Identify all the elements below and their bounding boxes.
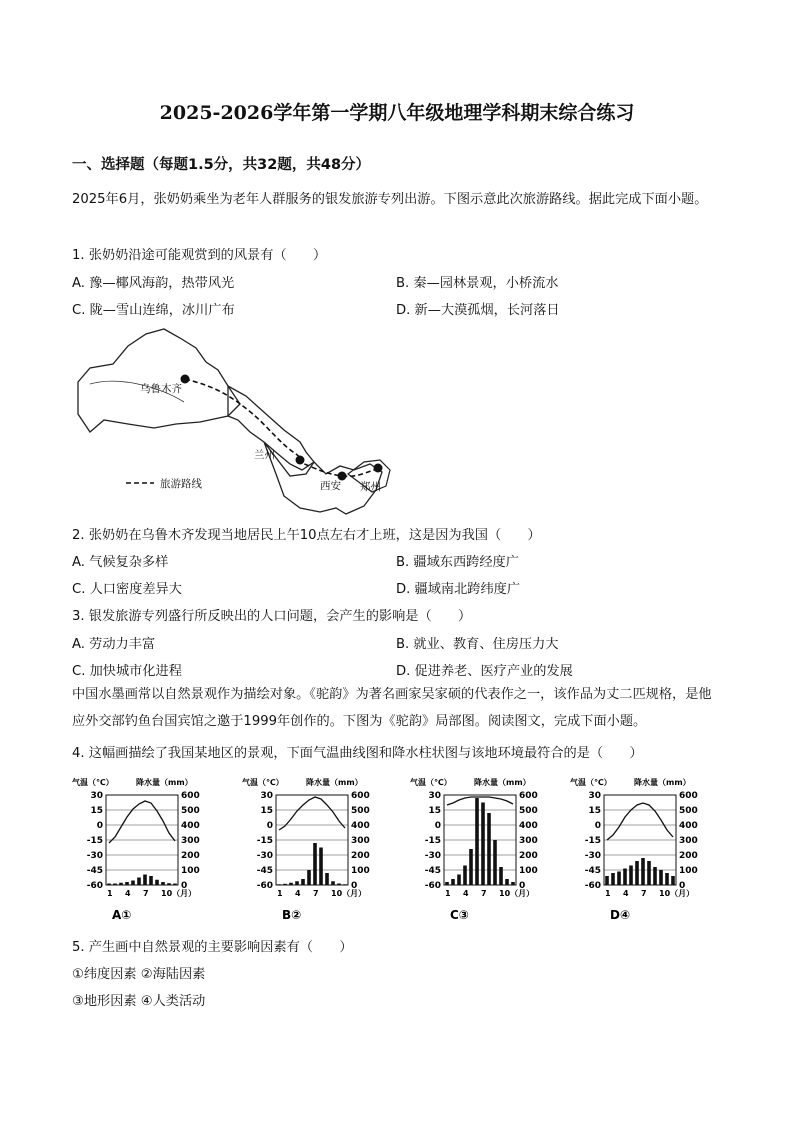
temp-tick-label: -30	[256, 851, 273, 861]
precip-tick-label: 600	[679, 791, 698, 801]
precip-tick-label: 300	[351, 836, 370, 846]
legend-label: 旅游路线	[160, 478, 202, 490]
q1-option-d[interactable]: D. 新—大漠孤烟，长河落日	[396, 303, 560, 318]
precip-bar	[137, 878, 141, 886]
temp-tick-label: -15	[584, 836, 601, 846]
temp-tick-label: 30	[260, 791, 273, 801]
temp-axis-label: 气温（℃）	[410, 778, 452, 787]
question-1-stem: 1. 张奶奶沿途可能观赏到的风景有（ ）	[72, 248, 327, 263]
temp-tick-label: 30	[428, 791, 441, 801]
precip-tick-label: 0	[181, 881, 188, 891]
q3-option-a[interactable]: A. 劳动力丰富	[72, 637, 156, 652]
precip-tick-label: 400	[519, 821, 538, 831]
precip-bar	[295, 881, 299, 885]
precip-tick-label: 400	[181, 821, 200, 831]
temp-tick-label: -45	[584, 866, 601, 876]
q2-option-c[interactable]: C. 人口密度差异大	[72, 582, 182, 597]
precip-bar	[143, 875, 147, 886]
precip-bar	[635, 861, 639, 885]
precip-bar	[343, 884, 347, 885]
temp-tick-label: -30	[86, 851, 103, 861]
precip-bar	[463, 866, 467, 886]
q5-statement-line-2: ③地形因素 ④人类活动	[72, 994, 206, 1009]
temp-tick-label: 30	[588, 791, 601, 801]
southwest-outline	[264, 442, 382, 514]
q3-option-c[interactable]: C. 加快城市化进程	[72, 664, 182, 679]
precip-bar	[445, 882, 449, 885]
question-3-stem: 3. 银发旅游专列盛行所反映出的人口问题，会产生的影响是（ ）	[72, 609, 472, 624]
precip-bar	[487, 813, 491, 885]
precip-tick-label: 100	[351, 866, 370, 876]
precip-bar	[277, 884, 281, 885]
intro-paragraph-2: 中国水墨画常以自然景观作为描绘对象。《驼韵》为著名画家吴家硕的代表作之一，该作品为丈二匹规格，是他应外交部钓鱼台国宾馆之邀于1999年创作的。下图为《驼韵》局部图。阅读图文，完成下面小题。	[72, 687, 712, 729]
q2-option-d[interactable]: D. 疆域南北跨纬度广	[396, 582, 521, 597]
precip-bar	[155, 880, 159, 885]
route-map	[68, 324, 398, 519]
precip-bar	[511, 882, 515, 885]
month-tick-label: 10（月）	[659, 889, 695, 898]
precip-bar	[469, 849, 473, 885]
precip-bar	[113, 884, 117, 886]
temp-tick-label: -45	[256, 866, 273, 876]
month-tick-label: 1	[107, 889, 113, 898]
precip-bar	[499, 867, 503, 885]
precip-axis-label: 降水量（mm）	[136, 778, 193, 787]
precip-bar	[647, 861, 651, 885]
temp-tick-label: 0	[594, 821, 601, 831]
precip-bar	[337, 884, 341, 886]
temp-tick-label: 0	[96, 821, 103, 831]
precip-bar	[119, 883, 123, 885]
month-tick-label: 10（月）	[499, 889, 535, 898]
q1-option-a[interactable]: A. 豫—椰风海韵，热带风光	[72, 276, 235, 291]
month-tick-label: 4	[125, 889, 131, 898]
q3-option-b[interactable]: B. 就业、教育、住房压力大	[396, 637, 559, 652]
temp-tick-label: -60	[86, 881, 103, 891]
precip-bar	[307, 870, 311, 885]
precip-bar	[331, 881, 335, 885]
city-label-xian: 西安	[320, 480, 341, 492]
precip-bar	[325, 873, 329, 885]
temp-tick-label: 15	[260, 806, 273, 816]
month-tick-label: 10（月）	[331, 889, 367, 898]
month-tick-label: 10（月）	[161, 889, 197, 898]
precip-tick-label: 300	[679, 836, 698, 846]
temp-tick-label: -45	[424, 866, 441, 876]
precip-bar	[665, 873, 669, 885]
month-tick-label: 7	[313, 889, 319, 898]
question-5-stem: 5. 产生画中自然景观的主要影响因素有（ ）	[72, 940, 353, 955]
temp-tick-label: -15	[424, 836, 441, 846]
precip-bar	[475, 798, 479, 885]
temp-axis-label: 气温（℃）	[72, 778, 114, 787]
month-tick-label: 1	[445, 889, 451, 898]
temp-tick-label: 15	[90, 806, 103, 816]
page-title: 2025-2026学年第一学期八年级地理学科期末综合练习	[159, 102, 635, 124]
climate-chart-a	[70, 775, 220, 927]
section-heading: 一、选择题（每题1.5分，共32题，共48分）	[72, 157, 371, 173]
precip-bar	[617, 872, 621, 886]
precip-bar	[611, 873, 615, 885]
xinjiang-outline	[78, 329, 240, 432]
precip-bar	[451, 879, 455, 885]
precip-bar	[107, 884, 111, 886]
precip-bar	[289, 883, 293, 885]
month-tick-label: 7	[481, 889, 487, 898]
precip-bar	[653, 867, 657, 885]
lanzhou-dot	[296, 456, 305, 465]
precip-tick-label: 600	[181, 791, 200, 801]
temp-tick-label: 0	[434, 821, 441, 831]
temp-curve	[607, 803, 673, 840]
precip-tick-label: 300	[519, 836, 538, 846]
temp-tick-label: 0	[266, 821, 273, 831]
intro-paragraph-1: 2025年6月，张奶奶乘坐为老年人群服务的银发旅游专列出游。下图示意此次旅游路线。据此完成下面小题。	[72, 192, 708, 207]
q3-option-d[interactable]: D. 促进养老、医疗产业的发展	[396, 664, 573, 679]
precip-bar	[629, 866, 633, 886]
precip-bar	[313, 843, 317, 885]
precip-bar	[505, 879, 509, 885]
precip-bar	[149, 876, 153, 885]
q1-option-c[interactable]: C. 陇—雪山连绵，冰川广布	[72, 303, 235, 318]
chart-option-label: D④	[610, 908, 631, 922]
precip-bar	[623, 869, 627, 886]
precip-tick-label: 0	[679, 881, 686, 891]
question-2-stem: 2. 张奶奶在乌鲁木齐发现当地居民上午10点左右才上班，这是因为我国（ ）	[72, 528, 541, 543]
month-tick-label: 4	[295, 889, 301, 898]
precip-tick-label: 300	[181, 836, 200, 846]
question-4-stem: 4. 这幅画描绘了我国某地区的景观，下面气温曲线图和降水柱状图与该地环境最符合的是（ ）	[72, 746, 643, 761]
climate-chart-c	[408, 775, 558, 927]
precip-bar	[605, 876, 609, 885]
precip-bar	[131, 881, 135, 886]
city-label-zhengzhou: 郑州	[360, 481, 381, 493]
temp-axis-label: 气温（℃）	[570, 778, 612, 787]
zhengzhou-dot	[374, 464, 383, 473]
precip-bar	[283, 884, 287, 885]
precip-tick-label: 500	[181, 806, 200, 816]
precip-tick-label: 200	[351, 851, 370, 861]
month-tick-label: 7	[143, 889, 149, 898]
temp-tick-label: 15	[428, 806, 441, 816]
precip-axis-label: 降水量（mm）	[474, 778, 531, 787]
precip-tick-label: 200	[679, 851, 698, 861]
q1-option-b[interactable]: B. 秦—园林景观，小桥流水	[396, 276, 559, 291]
precip-tick-label: 100	[519, 866, 538, 876]
precip-bar	[671, 876, 675, 885]
temp-axis-label: 气温（℃）	[242, 778, 284, 787]
city-label-urumqi: 乌鲁木齐	[140, 383, 182, 395]
temp-tick-label: -15	[256, 836, 273, 846]
precip-axis-label: 降水量（mm）	[306, 778, 363, 787]
precip-tick-label: 200	[519, 851, 538, 861]
precip-bar	[167, 883, 171, 885]
precip-bar	[125, 882, 129, 885]
temp-curve	[109, 801, 175, 843]
precip-tick-label: 100	[679, 866, 698, 876]
precip-bar	[161, 882, 165, 885]
temp-tick-label: -45	[86, 866, 103, 876]
precip-tick-label: 500	[519, 806, 538, 816]
precip-bar	[493, 840, 497, 885]
chart-option-label: C③	[450, 908, 469, 922]
precip-bar	[481, 803, 485, 886]
temp-tick-label: -15	[86, 836, 103, 846]
month-tick-label: 7	[641, 889, 647, 898]
q2-option-b[interactable]: B. 疆域东西跨经度广	[396, 555, 519, 570]
q2-option-a[interactable]: A. 气候复杂多样	[72, 555, 169, 570]
precip-tick-label: 0	[519, 881, 526, 891]
month-tick-label: 4	[623, 889, 629, 898]
precip-axis-label: 降水量（mm）	[634, 778, 691, 787]
precip-bar	[319, 848, 323, 886]
q5-statement-line-1: ①纬度因素 ②海陆因素	[72, 967, 206, 982]
precip-tick-label: 200	[181, 851, 200, 861]
chart-option-label: A①	[112, 908, 132, 922]
temp-tick-label: -30	[424, 851, 441, 861]
month-tick-label: 4	[463, 889, 469, 898]
precip-bar	[301, 879, 305, 885]
precip-bar	[659, 870, 663, 885]
month-tick-label: 1	[605, 889, 611, 898]
precip-bar	[641, 858, 645, 885]
temp-curve	[447, 797, 513, 805]
precip-tick-label: 600	[351, 791, 370, 801]
city-label-lanzhou: 兰州	[254, 449, 275, 461]
precip-tick-label: 600	[519, 791, 538, 801]
precip-tick-label: 100	[181, 866, 200, 876]
precip-tick-label: 0	[351, 881, 358, 891]
temp-tick-label: -30	[584, 851, 601, 861]
climate-chart-b	[240, 775, 390, 927]
temp-tick-label: -60	[584, 881, 601, 891]
precip-tick-label: 500	[351, 806, 370, 816]
temp-tick-label: -60	[424, 881, 441, 891]
precip-bar	[457, 875, 461, 886]
precip-bar	[173, 884, 177, 886]
chart-option-label: B②	[282, 908, 302, 922]
month-tick-label: 1	[277, 889, 283, 898]
precip-tick-label: 400	[679, 821, 698, 831]
precip-tick-label: 400	[351, 821, 370, 831]
climate-chart-d	[568, 775, 718, 927]
precip-tick-label: 500	[679, 806, 698, 816]
temp-tick-label: -60	[256, 881, 273, 891]
temp-tick-label: 30	[90, 791, 103, 801]
temp-tick-label: 15	[588, 806, 601, 816]
